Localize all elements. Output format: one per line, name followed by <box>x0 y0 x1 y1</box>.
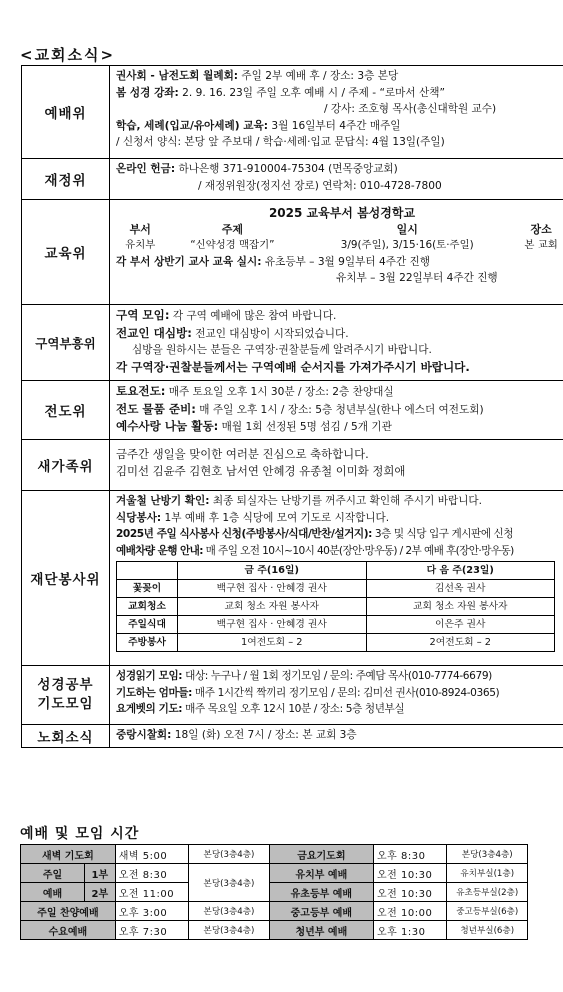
section-worship <box>22 66 563 159</box>
schedule-row <box>21 883 528 902</box>
visitation-label: 전교인 대심방: <box>116 325 192 340</box>
schedule-label: 수요예배 <box>21 921 116 940</box>
cell-place: 본 교회 <box>524 238 558 251</box>
schedule-row <box>21 845 528 864</box>
bible-school-table <box>116 222 563 252</box>
schedule-time: 오후 1:30 <box>373 921 446 940</box>
schedule-label: 금요기도회 <box>269 845 373 864</box>
schedule-time: 오전 10:30 <box>373 864 446 883</box>
schedule-sublabel: 2부 <box>84 883 115 902</box>
jochebed-prayer-label: 요게벳의 기도: <box>116 703 183 716</box>
schedule-label: 주일 <box>21 864 85 883</box>
heater-check-label: 겨울철 난방기 확인: <box>116 495 210 507</box>
section-foundation <box>22 491 563 666</box>
duty-row-label: 꽃꽂이 <box>117 580 178 598</box>
saturday-evangelism-text: 매주 토요일 오후 1시 30분 / 장소: 2층 찬양대실 <box>165 386 394 398</box>
duty-row-label: 교회청소 <box>117 598 178 616</box>
section-finance <box>22 159 563 200</box>
presbytery-content <box>110 725 563 748</box>
category-worship: 예배위 <box>22 66 110 159</box>
shuttle-label: 예배차량 운행 안내: <box>116 544 203 557</box>
bible-lecture-text: 2. 9. 16. 23일 주일 오후 예배 시 / 주제 - “로마서 산책” <box>178 86 445 99</box>
newfamily-content <box>110 440 563 491</box>
category-evangelism: 전도위 <box>22 381 110 440</box>
baptism-class-label: 학습, 세례(입교/유아세례) 교육: <box>116 119 268 132</box>
service-duty-table <box>116 561 555 652</box>
section-presbytery <box>22 725 563 748</box>
schedule-label: 중고등부 예배 <box>269 902 373 921</box>
bible-reading-label: 성경읽기 모임: <box>116 670 183 682</box>
education-title: 2025 교육부서 봄성경학교 <box>268 206 416 220</box>
bible-lecture-label: 봄 성경 강좌: <box>116 86 179 99</box>
cell-theme: “신약성경 맥잡기” <box>190 238 275 251</box>
visitation-text: 전교인 대심방이 시작되었습니다. <box>191 327 349 340</box>
duty-row-label: 주방봉사 <box>117 634 178 652</box>
church-news-table <box>21 65 563 748</box>
visitation-request-text: 심방을 원하시는 분들은 구역장·권찰분들께 알려주시기 바랍니다. <box>132 344 432 357</box>
duty-row <box>117 580 555 598</box>
baptism-form-text: / 신청서 양식: 본당 앞 주보대 / 학습·세례·입교 문답식: 4월 13일(주일) <box>116 136 445 149</box>
col-theme: 주제 <box>221 222 243 236</box>
district-meeting-label: 구역 모임: <box>116 308 170 322</box>
schedule-table <box>20 844 528 940</box>
meal-service-label: 2025년 주일 식사봉사 신청(주방봉사/식대/반찬/설거지): <box>116 528 372 541</box>
category-bible-line1: 성경공부 <box>37 677 94 693</box>
foundation-content <box>110 491 563 666</box>
category-education: 교육위 <box>22 200 110 305</box>
schedule-time: 오후 8:30 <box>373 845 446 864</box>
schedule-time: 오전 10:00 <box>373 902 446 921</box>
schedule-place: 중고등부실(6층) <box>447 902 528 921</box>
schedule-time: 오전 8:30 <box>115 864 188 883</box>
online-offering-text: 하나은행 371-910004-75304 (면목중앙교회) <box>175 163 398 175</box>
presbytery-label: 중랑시찰회: <box>116 729 172 741</box>
schedule-place: 본당(3층4층) <box>189 921 270 940</box>
cell-date: 3/9(주일), 3/15·16(토·주일) <box>340 238 474 251</box>
col-dept: 부서 <box>129 222 151 236</box>
jochebed-prayer-text: 매주 목요일 오후 12시 10분 / 장소: 5층 청년부실 <box>182 703 405 716</box>
schedule-time: 새벽 5:00 <box>115 845 188 864</box>
category-district: 구역부흥위 <box>22 305 110 381</box>
duty-this-week: 1여전도회 – 2 <box>178 634 367 652</box>
finance-contact-text: / 재정위원장(정지선 장로) 연락처: 010-4728-7800 <box>198 179 442 192</box>
schedule-place: 유초등부실(2층) <box>447 883 528 902</box>
duty-next-week: 2여전도회 – 2 <box>366 634 555 652</box>
schedule-place: 본당(3층4층) <box>189 902 270 921</box>
schedule-time: 오후 3:00 <box>115 902 188 921</box>
education-content <box>110 200 563 305</box>
schedule-label: 유초등부 예배 <box>269 883 373 902</box>
kitchen-service-label: 식당봉사: <box>116 511 162 524</box>
duty-next-week: 교회 청소 자원 봉사자 <box>366 598 555 616</box>
category-foundation: 재단봉사위 <box>22 491 110 666</box>
saturday-evangelism-label: 토요전도: <box>116 384 166 398</box>
finance-content <box>110 159 563 200</box>
evangelism-supplies-text: 매 주일 오후 1시 / 장소: 5층 청년부실(한나 에스더 여전도회) <box>195 403 484 416</box>
bible-reading-text: 대상: 누구나 / 월 1회 정기모임 / 문의: 주예담 목사(010-7774-6679) <box>182 670 492 682</box>
schedule-time: 오전 11:00 <box>115 883 188 902</box>
duty-row <box>117 598 555 616</box>
heater-check-text: 최종 퇴실자는 난방기를 꺼주시고 확인해 주시기 바랍니다. <box>209 495 483 507</box>
schedule-row <box>21 921 528 940</box>
schedule-place: 청년부실(6층) <box>447 921 528 940</box>
kitchen-service-text: 1부 예배 후 1층 식당에 모여 기도로 시작합니다. <box>161 511 390 524</box>
duty-row <box>117 634 555 652</box>
evangelism-supplies-label: 전도 물품 준비: <box>116 401 196 416</box>
duty-row <box>117 616 555 634</box>
section-evangelism <box>22 381 563 440</box>
district-meeting-text: 각 구역 예배에 많은 참여 바랍니다. <box>169 310 337 322</box>
lecturer-text: / 강사: 조호형 목사(총신대학원 교수) <box>324 103 497 116</box>
church-news-heading: <교회소식> <box>20 46 116 64</box>
schedule-row <box>21 902 528 921</box>
worship-meeting-text: 주일 2부 예배 후 / 장소: 3층 본당 <box>238 70 399 82</box>
presbytery-text: 18일 (화) 오전 7시 / 장소: 본 교회 3층 <box>171 729 357 741</box>
online-offering-label: 온라인 헌금: <box>116 163 176 175</box>
schedule-label: 유치부 예배 <box>269 864 373 883</box>
category-bible <box>22 666 110 725</box>
section-education <box>22 200 563 305</box>
category-newfamily: 새가족위 <box>22 440 110 491</box>
schedule-place: 본당(3층4층) <box>447 845 528 864</box>
shuttle-text: 매 주일 오전 10시~10시 40분(장안·망우동) / 2부 예배 후(장안·망우동) <box>202 544 514 557</box>
schedule-label: 새벽 기도회 <box>21 845 116 864</box>
teacher-training-text-2: 유치부 – 3월 22일부터 4주간 진행 <box>336 272 498 285</box>
evangelism-content <box>110 381 563 440</box>
district-order-text: 각 구역장·권찰분들께서는 구역예배 순서지를 가져가주시기 바랍니다. <box>116 359 470 374</box>
teacher-training-text: 유초등부 – 3월 9일부터 4주간 진행 <box>261 255 431 268</box>
birthday-names: 김미선 김윤주 김현호 남서연 안혜경 유종철 이미화 정희애 <box>116 463 406 478</box>
schedule-time: 오전 10:30 <box>373 883 446 902</box>
worship-meeting-label: 권사회 - 남전도회 월례회: <box>116 70 239 82</box>
district-content <box>110 305 563 381</box>
schedule-place: 유치부실(1층) <box>447 864 528 883</box>
duty-next-week: 이은주 권사 <box>366 616 555 634</box>
schedule-time: 오후 7:30 <box>115 921 188 940</box>
duty-header-blank <box>117 562 178 580</box>
schedule-heading: 예배 및 모임 시간 <box>20 826 140 842</box>
category-presbytery: 노회소식 <box>22 725 110 748</box>
meal-service-text: 3층 및 식당 입구 게시판에 신청 <box>371 528 514 541</box>
category-finance: 재정위 <box>22 159 110 200</box>
duty-row-label: 주일식대 <box>117 616 178 634</box>
bible-content <box>110 666 563 725</box>
col-date: 일시 <box>396 222 418 236</box>
cell-dept: 유치부 <box>125 238 156 251</box>
praying-moms-label: 기도하는 엄마들: <box>116 686 192 699</box>
teacher-training-label: 각 부서 상반기 교사 교육 실시: <box>116 255 262 268</box>
worship-content <box>110 66 563 159</box>
col-place: 장소 <box>530 222 552 236</box>
duty-this-week: 백구현 집사 · 안혜경 권사 <box>178 616 367 634</box>
baptism-class-text: 3월 16일부터 4주간 매주일 <box>268 119 401 132</box>
schedule-label: 청년부 예배 <box>269 921 373 940</box>
section-bible <box>22 666 563 725</box>
schedule-place: 본당(3층4층) <box>189 845 270 864</box>
section-newfamily <box>22 440 563 491</box>
praying-moms-text: 매주 1시간씩 짝끼리 정기모임 / 문의: 김미선 권사(010-8924-0365) <box>191 686 500 699</box>
love-sharing-label: 예수사랑 나눔 활동: <box>116 419 219 434</box>
schedule-sublabel: 1부 <box>84 864 115 883</box>
schedule-label: 주일 찬양예배 <box>21 902 116 921</box>
section-district <box>22 305 563 381</box>
category-bible-line2: 기도모임 <box>37 696 94 712</box>
schedule-row <box>21 864 528 883</box>
birthday-text: 금주간 생일을 맞이한 여러분 진심으로 축하합니다. <box>116 447 369 461</box>
schedule-label: 예배 <box>21 883 85 902</box>
schedule-place: 본당(3층4층) <box>189 864 270 902</box>
duty-this-week: 교회 청소 자원 봉사자 <box>178 598 367 616</box>
duty-header-this-week: 금 주(16일) <box>178 562 367 580</box>
duty-this-week: 백구현 집사 · 안혜경 권사 <box>178 580 367 598</box>
love-sharing-text: 매월 1회 선정된 5명 섬김 / 5개 기관 <box>218 421 392 434</box>
duty-header-next-week: 다 음 주(23일) <box>366 562 555 580</box>
duty-next-week: 김선옥 권사 <box>366 580 555 598</box>
